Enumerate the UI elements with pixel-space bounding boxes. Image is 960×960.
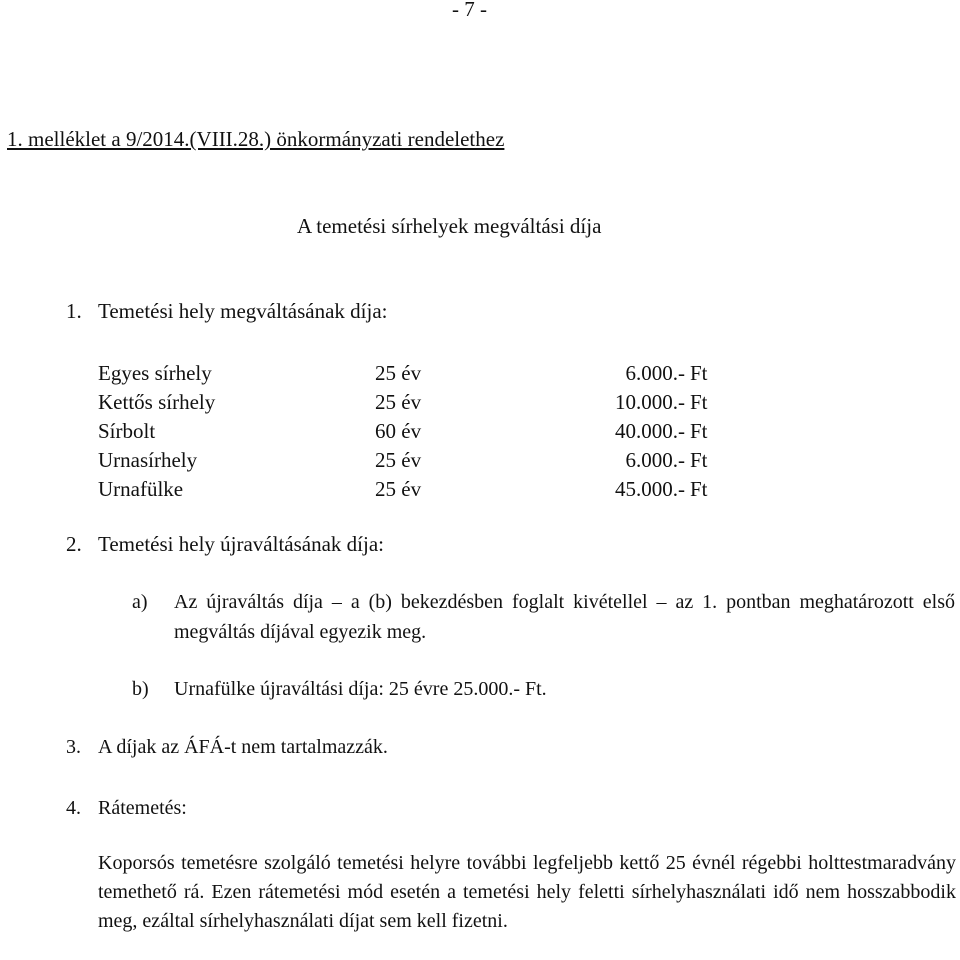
plot-term: 60 év	[375, 418, 422, 443]
fee-table	[98, 359, 718, 504]
currency-unit: Ft	[690, 360, 708, 385]
section-heading-text: Rátemetés:	[98, 797, 187, 819]
section-number: 4.	[66, 797, 81, 819]
section-number: 1.	[66, 299, 82, 323]
annex-reference: 1. melléklet a 9/2014.(VIII.28.) önkormányzati rendelethez	[7, 127, 505, 151]
plot-term: 25 év	[375, 360, 422, 385]
plot-fee: 6.000.-	[625, 447, 685, 472]
section-number: 2.	[66, 532, 82, 556]
fee-row	[98, 446, 718, 475]
fee-row	[98, 475, 718, 504]
section-4-heading	[66, 796, 187, 820]
section-heading-text: Temetési hely megváltásának díja:	[98, 299, 388, 323]
section-text: A díjak az ÁFÁ-t nem tartalmazzák.	[98, 736, 388, 758]
item-b-paragraph	[132, 677, 547, 701]
currency-unit: Ft	[690, 447, 708, 472]
item-a-paragraph	[132, 587, 955, 647]
item-text: Az újraváltás díja – a (b) bekezdésben foglalt kivétellel – az 1. pontban meghatározott első megváltás díjával egyezik meg.	[174, 591, 955, 643]
plot-term: 25 év	[375, 389, 422, 414]
plot-type: Sírbolt	[98, 418, 156, 443]
item-label: b)	[132, 678, 149, 700]
section-heading-text: Temetési hely újraváltásának díja:	[98, 532, 385, 556]
section-3	[66, 735, 388, 759]
fee-row	[98, 417, 718, 446]
plot-fee: 10.000.-	[615, 389, 685, 414]
plot-term: 25 év	[375, 447, 422, 472]
currency-unit: Ft	[690, 476, 708, 501]
section-1-heading	[66, 299, 388, 324]
section-number: 3.	[66, 736, 81, 758]
plot-fee: 45.000.-	[615, 476, 685, 501]
fee-row	[98, 388, 718, 417]
section-2-heading	[66, 532, 384, 557]
plot-term: 25 év	[375, 476, 422, 501]
section-4-paragraph: Koporsós temetésre szolgáló temetési helyre további legfeljebb kettő 25 évnél régebbi holttestmaradvány temethető rá. Ezen rátemetési mód esetén a temetési hely feletti sírhelyhasználati idő nem hosszabbodik meg, ezáltal sírhelyhasználati díjat sem kell fizetni.	[98, 852, 956, 932]
item-text: Urnafülke újraváltási díja: 25 évre 25.000.- Ft.	[174, 678, 547, 700]
plot-fee: 6.000.-	[625, 360, 685, 385]
fee-row	[98, 359, 718, 388]
item-label: a)	[132, 591, 148, 613]
currency-unit: Ft	[690, 389, 708, 414]
plot-type: Urnasírhely	[98, 447, 198, 472]
plot-type: Urnafülke	[98, 476, 184, 501]
plot-type: Kettős sírhely	[98, 389, 216, 414]
currency-unit: Ft	[690, 418, 708, 443]
page-number: - 7 -	[452, 0, 487, 21]
document-title: A temetési sírhelyek megváltási díja	[297, 214, 602, 238]
plot-type: Egyes sírhely	[98, 360, 212, 385]
plot-fee: 40.000.-	[615, 418, 685, 443]
